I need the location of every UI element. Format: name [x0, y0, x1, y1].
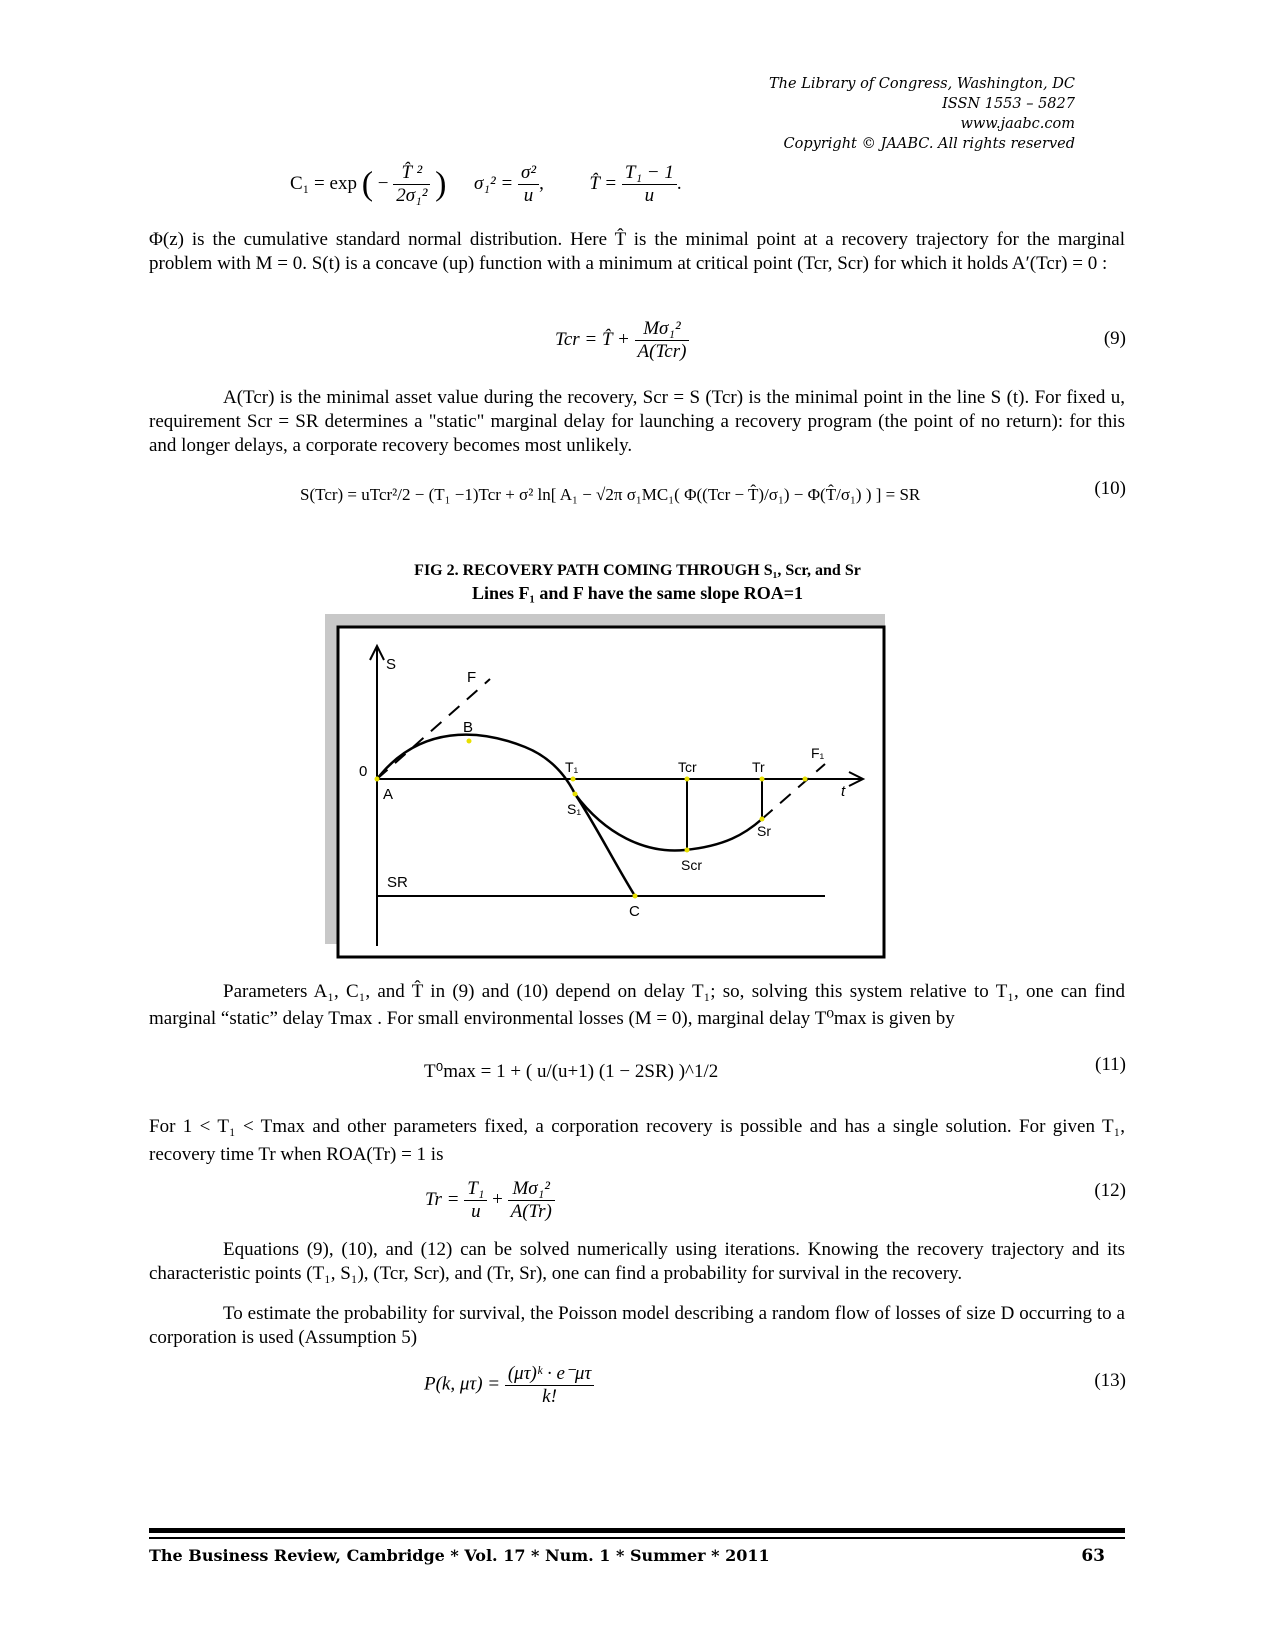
figure-caption-title: FIG 2. RECOVERY PATH COMING THROUGH S₁, Scr, and Sr — [414, 562, 861, 579]
equation-12-number: (12) — [1094, 1180, 1126, 1201]
label-a: A — [383, 786, 394, 803]
header-line-1: The Library of Congress, Washington, DC — [769, 76, 1075, 92]
label-zero: 0 — [359, 763, 368, 780]
paragraph-1: Φ(z) is the cumulative standard normal distribution. Here T̂ is the minimal point at a recovery trajectory for the marginal problem with M = 0. S(t) is a concave (up) function with a minimum at critical point (Tcr, Scr) for which it holds A′(Tcr) = 0 : — [149, 229, 1125, 274]
label-c: C — [629, 903, 640, 920]
equation-10-number: (10) — [1094, 478, 1126, 499]
paragraph-2: A(Tcr) is the minimal asset value during the recovery, Scr = S (Tcr) is the minimal point in the line S (t). For fixed u, requirement Scr = SR determines a "static" marginal delay for launching a recovery program (the point of no return): for this and longer delays, a corporate recovery becomes most unlikely. — [149, 387, 1125, 456]
point-f1 — [803, 777, 808, 782]
label-s1: S₁ — [567, 801, 582, 817]
eq-that-label: T̂ = — [589, 172, 618, 194]
equation-9: Tcr = T̂ + $\frac{\text{Mσ₁²}}{\text{A(Tcr)}}$ — [555, 318, 689, 363]
header-line-2: ISSN 1553 – 5827 — [942, 96, 1075, 112]
equation-c1-sigma-that: C₁ = exp ( − $\frac{\text{T̂ ²}}{\text{2σ₁²}}$ ) σ₁² = $\frac{\text{σ²}}{u}$ , T̂ = $\frac{\text{T₁ − 1}}{u}$ . — [290, 162, 682, 206]
label-sr: Sr — [757, 823, 771, 839]
point-tr — [760, 777, 765, 782]
equation-13-number: (13) — [1094, 1370, 1126, 1391]
equation-9-number: (9) — [1103, 328, 1126, 349]
equation-12: Tr = $\frac{\text{T₁}}{u}$ + $\frac{\text{Mσ₁²}}{A(Tr)}$ — [425, 1178, 555, 1223]
point-t1 — [571, 777, 576, 782]
label-f1: F₁ — [811, 745, 825, 761]
point-tcr — [685, 777, 690, 782]
equation-11: T⁰max = 1 + ( u/(u+1) (1 − 2SR) )^1/2 — [424, 1061, 719, 1082]
footer-page-number: 63 — [1081, 1546, 1105, 1566]
paragraph-6: To estimate the probability for survival, the Poisson model describing a random flow of losses of size D occurring to a corporation is used (Assumption 5) — [149, 1303, 1125, 1348]
label-f: F — [467, 669, 477, 686]
paragraph-5: Equations (9), (10), and (12) can be solved numerically using iterations. Knowing the recovery trajectory and its characteristic points (T₁, S₁), (Tcr, Scr), and (Tr, Sr), one can find a probability for survival in the recovery. — [149, 1239, 1125, 1284]
figure-caption-subtitle: Lines F₁ and F have the same slope ROA=1 — [472, 583, 803, 603]
equation-11-number: (11) — [1095, 1054, 1126, 1075]
footer-rule-thick — [149, 1528, 1125, 1533]
equation-10: S(Tcr) = uTcr²/2 − (T₁ −1)Tcr + σ² ln[ A₁ − √2π σ₁MC₁( Φ((Tcr − T̂)/σ₁) − Φ(T̂/σ₁) ) ] = SR — [300, 485, 921, 504]
point-b — [467, 739, 472, 744]
point-sr — [760, 817, 765, 822]
label-t: t — [841, 783, 846, 800]
journal-header — [769, 74, 1075, 154]
header-line-3: www.jaabc.com — [960, 116, 1075, 132]
point-a — [375, 777, 380, 782]
label-scr: Scr — [681, 857, 702, 873]
point-c — [633, 894, 638, 899]
footer-rule-thin — [149, 1537, 1125, 1539]
label-sr-line: SR — [387, 874, 408, 891]
label-s: S — [386, 656, 397, 673]
eq-c1-label: C₁ = exp — [290, 172, 357, 194]
footer-journal: The Business Review, Cambridge * Vol. 17 * Num. 1 * Summer * 2011 — [149, 1546, 770, 1565]
label-tr: Tr — [752, 759, 765, 775]
point-s1 — [573, 792, 578, 797]
label-tcr: Tcr — [678, 759, 697, 775]
equation-13: P(k, μτ) = $\frac{\text{(μτ)ᵏ · e⁻μτ}}{k!}$ — [424, 1362, 594, 1408]
eq-sigma-label: σ₁² = — [474, 172, 514, 194]
point-scr — [685, 848, 690, 853]
label-t1: T₁ — [565, 759, 579, 775]
figure-frame — [338, 627, 884, 957]
recovery-path-figure — [325, 614, 890, 959]
paragraph-4: For 1 < T₁ < Tmax and other parameters fixed, a corporation recovery is possible and has a single solution. For given T₁, recovery time Tr when ROA(Tr) = 1 is — [149, 1116, 1125, 1165]
header-line-4: Copyright © JAABC. All rights reserved — [783, 136, 1075, 152]
paragraph-3: Parameters A₁, C₁, and T̂ in (9) and (10) depend on delay T₁; so, solving this system relative to T₁, one can find marginal “static” delay Tmax . For small environmental losses (M = 0), marginal delay T⁰max is given by — [149, 981, 1125, 1029]
label-b: B — [463, 719, 474, 736]
